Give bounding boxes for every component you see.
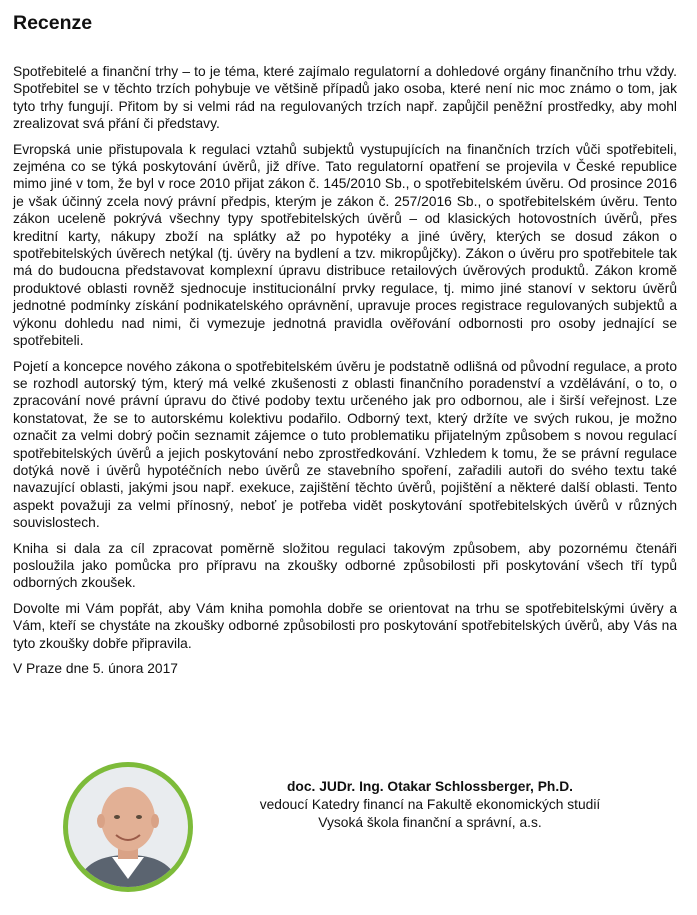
author-photo (63, 762, 193, 892)
signature-position: vedoucí Katedry financí na Fakultě ekonomických studií (259, 797, 601, 812)
review-body (13, 63, 677, 685)
paragraph-2: Evropská unie přistupovala k regulaci vztahů subjektů vystupujících na finančních trzích vůči spotřebiteli, zejména co se týká poskytování úvěrů, již dříve. Tato regulatorní opatření se projevila v České republice mimo jiné v tom, že byl v roce 2010 přijat zákon č. 145/2010 Sb., o spotřebitelském úvěru. Od prosince 2016 je však účinný zcela nový právní předpis, kterým je zákon č. 257/2016 Sb., o spotřebitelském úvěru. Tento zákon uceleně pokrývá všechny typy spotřebitelských úvěrů – od klasických hotovostních úvěrů, přes kreditní karty, nákupy zboží na splátky až po hypotéky a jiné úvěry, kterých se dosud zákon o spotřebitelských úvěrech netýkal (tj. úvěry na bydlení a tzv. mikropůjčky). Zákon o úvěru pro spotřebitele tak má do budoucna představovat komplexní úpravu distribuce retailových úvěrových produktů. Zákon kromě produktové oblasti rovněž sjednocuje institucionální prvky regulace, tj. mimo jiné stanoví v sektoru úvěrů jednotné podmínky získání podnikatelského oprávnění, upravuje proces registrace regulovaných subjektů a výkonu dohledu nad nimi, či vymezuje jednotná pravidla ověřování odbornosti pro osoby jednající se spotřebiteli. (13, 141, 677, 349)
paragraph-1: Spotřebitelé a finanční trhy – to je téma, které zajímalo regulatorní a dohledové orgány finančního trhu vždy. Spotřebitel se v těchto trzích pohybuje ve většině případů jako osoba, které není nic moc známo o tom, jak tyto trhy fungují. Přitom by si velmi rád na regulovaných trzích např. zapůjčil peněžní prostředky, aby mohl zrealizovat svá přání či představy. (13, 64, 677, 132)
paragraph-3: Pojetí a koncepce nového zákona o spotřebitelském úvěru je podstatně odlišná od původní regulace, a proto se rozhodl autorský tým, který má velké zkušenosti z oblasti finančního poradenství a vzdělávání, o to, o zpracování nové právní úpravu do čtivé podoby textu určeného jak pro odbornou, ale i širší veřejnost. Lze konstatovat, že se to autorskému kolektivu podařilo. Odborný text, který držíte ve svých rukou, je možno označit za velmi dobrý počin seznamit zájemce o tuto problematiku přijatelným způsobem s novou regulací spotřebitelských úvěrů a jejich poskytování nebo zprostředkování. Vzhledem k tomu, že se právní regulace dotýká nově i úvěrů hypotéčních nebo úvěrů ze stavebního spoření, zařadili autoři do svého textu také navazující oblasti, jakými jsou např. exekuce, zajištění těchto úvěrů, pojištění a některé další oblasti. Tento aspekt považuji za velmi přínosný, neboť je potřeba vidět poskytování spotřebitelských úvěrů v různých souvislostech. (13, 358, 677, 531)
paragraph-4: Kniha si dala za cíl zpracovat poměrně složitou regulaci takovým způsobem, aby pozornému čtenáři posloužila jako pomůcka pro přípravu na zkoušky odborné způsobilosti při poskytování všech tří typů odborných zkoušek. (13, 540, 677, 591)
author-portrait (68, 767, 188, 887)
page-heading: Recenze (13, 12, 93, 34)
date-line: V Praze dne 5. února 2017 (13, 661, 178, 676)
signature-name: doc. JUDr. Ing. Otakar Schlossberger, Ph.D. (287, 779, 573, 794)
portrait-head (101, 787, 155, 851)
signature-institution: Vysoká škola finanční a správní, a.s. (318, 815, 542, 830)
paragraph-5: Dovolte mi Vám popřát, aby Vám kniha pomohla dobře se orientovat na trhu se spotřebitelskými úvěry a Vám, kteří se chystáte na zkoušky odborné způsobilosti pro poskytování spotřebitelských úvěrů, aby Vás na tyto zkoušky dobře připravila. (13, 600, 677, 651)
signature-block (200, 778, 660, 832)
portrait-illustration (68, 767, 188, 887)
